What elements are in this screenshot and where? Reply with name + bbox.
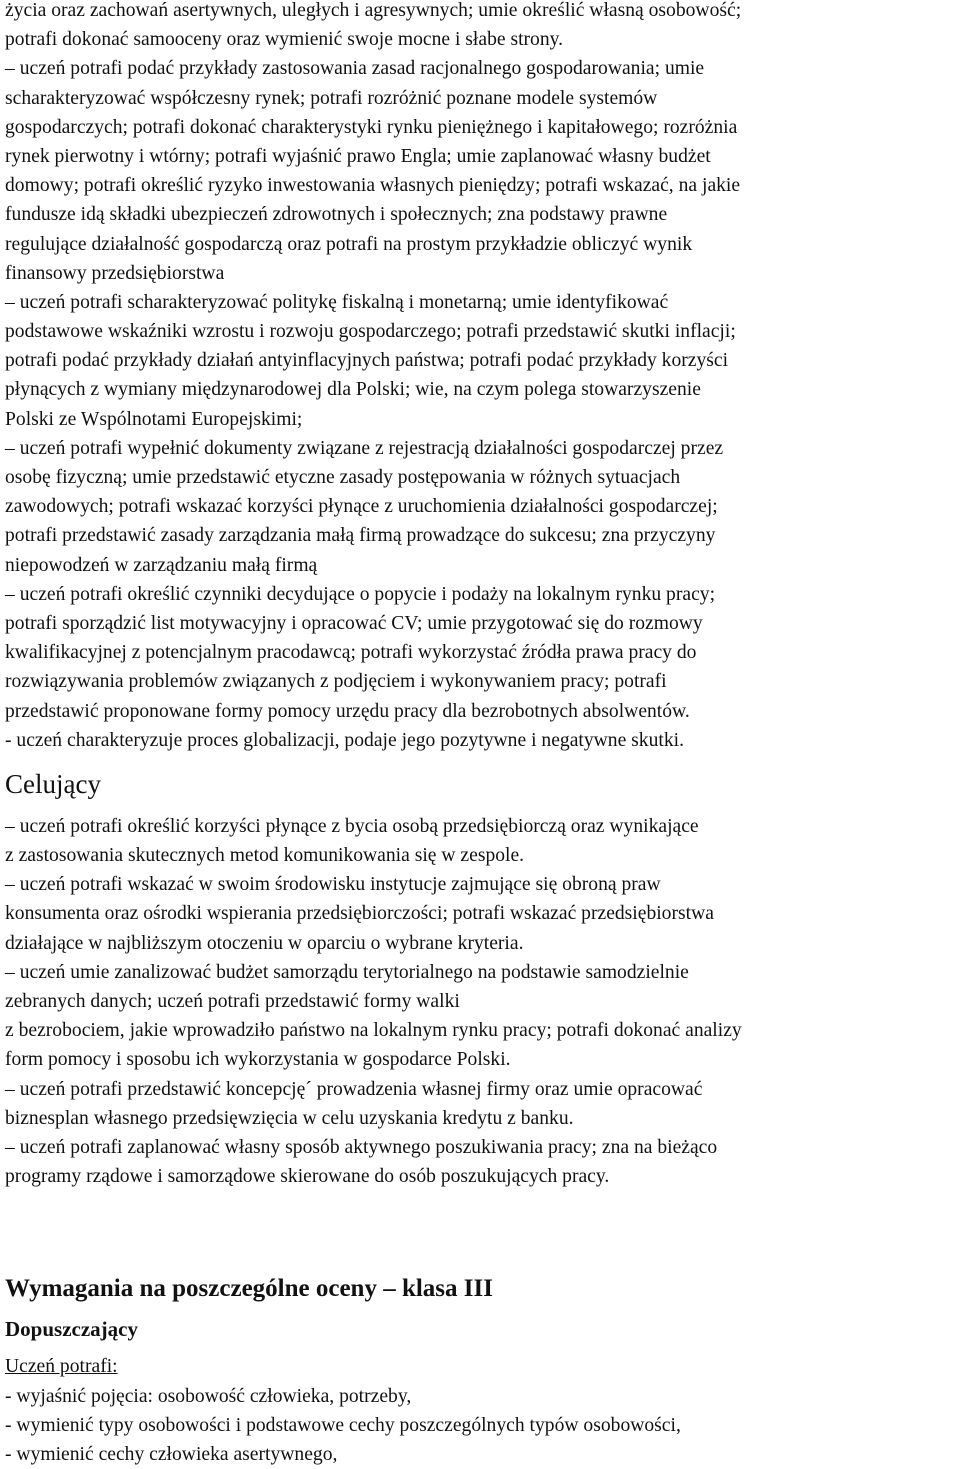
text-line: podstawowe wskaźniki wzrostu i rozwoju gospodarczego; potrafi przedstawić skutki inflacji;	[5, 317, 960, 346]
text-line: - wymienić typy osobowości i podstawowe cechy poszczególnych typów osobowości,	[5, 1411, 960, 1440]
text-line: rozwiązywania problemów związanych z podjęciem i wykonywaniem pracy; potrafi	[5, 667, 960, 696]
text-line: gospodarczych; potrafi dokonać charakterystyki rynku pieniężnego i kapitałowego; rozróżnia	[5, 113, 960, 142]
text-line: - wyjaśnić pojęcia: osobowość człowieka, potrzeby,	[5, 1382, 960, 1411]
text-line: potrafi sporządzić list motywacyjny i opracować CV; umie przygotować się do rozmowy	[5, 609, 960, 638]
upper-section	[5, 0, 960, 755]
text-line: życia oraz zachowań asertywnych, uległych i agresywnych; umie określić własną osobowość;	[5, 0, 960, 25]
text-line: Polski ze Wspólnotami Europejskimi;	[5, 405, 960, 434]
text-line: – uczeń potrafi określić czynniki decydujące o popycie i podaży na lokalnym rynku pracy;	[5, 580, 960, 609]
text-line: zebranych danych; uczeń potrafi przedstawić formy walki	[5, 987, 960, 1016]
uczen-label: Uczeń potrafi:	[5, 1352, 960, 1381]
text-line: - uczeń charakteryzuje proces globalizacji, podaje jego pozytywne i negatywne skutki.	[5, 726, 960, 755]
text-line: – uczeń potrafi scharakteryzować politykę fiskalną i monetarną; umie identyfikować	[5, 288, 960, 317]
text-line: – uczeń umie zanalizować budżet samorządu terytorialnego na podstawie samodzielnie	[5, 958, 960, 987]
text-line: biznesplan własnego przedsięwzięcia w celu uzyskania kredytu z banku.	[5, 1104, 960, 1133]
text-line: płynących z wymiany międzynarodowej dla Polski; wie, na czym polega stowarzyszenie	[5, 375, 960, 404]
text-line: niepowodzeń w zarządzaniu małą firmą	[5, 551, 960, 580]
text-line: programy rządowe i samorządowe skierowane do osób poszukujących pracy.	[5, 1162, 960, 1191]
text-line: form pomocy i sposobu ich wykorzystania w gospodarce Polski.	[5, 1045, 960, 1074]
text-line: scharakteryzować współczesny rynek; potrafi rozróżnić poznane modele systemów	[5, 84, 960, 113]
celujacy-section	[5, 812, 960, 1191]
text-line: osobę fizyczną; umie przedstawić etyczne zasady postępowania w różnych sytuacjach	[5, 463, 960, 492]
text-line: – uczeń potrafi wypełnić dokumenty związane z rejestracją działalności gospodarczej przez	[5, 434, 960, 463]
text-line: potrafi podać przykłady działań antyinflacyjnych państwa; potrafi podać przykłady korzyści	[5, 346, 960, 375]
text-line: potrafi przedstawić zasady zarządzania małą firmą prowadzące do sukcesu; zna przyczyny	[5, 521, 960, 550]
text-line: potrafi dokonać samooceny oraz wymienić swoje mocne i słabe strony.	[5, 25, 960, 54]
text-line: regulujące działalność gospodarczą oraz potrafi na prostym przykładzie obliczyć wynik	[5, 230, 960, 259]
text-line: finansowy przedsiębiorstwa	[5, 259, 960, 288]
heading-klasa-iii: Wymagania na poszczególne oceny – klasa III	[5, 1269, 960, 1309]
text-line: zawodowych; potrafi wskazać korzyści płynące z uruchomienia działalności gospodarczej;	[5, 492, 960, 521]
text-line: konsumenta oraz ośrodki wspierania przedsiębiorczości; potrafi wskazać przedsiębiorstwa	[5, 899, 960, 928]
text-line: – uczeń potrafi określić korzyści płynące z bycia osobą przedsiębiorczą oraz wynikające	[5, 812, 960, 841]
text-line: – uczeń potrafi podać przykłady zastosowania zasad racjonalnego gospodarowania; umie	[5, 54, 960, 83]
heading-dopuszczajacy: Dopuszczający	[5, 1312, 960, 1346]
text-line: fundusze idą składki ubezpieczeń zdrowotnych i społecznych; zna podstawy prawne	[5, 200, 960, 229]
text-line: domowy; potrafi określić ryzyko inwestowania własnych pieniędzy; potrafi wskazać, na jakie	[5, 171, 960, 200]
text-line: działające w najbliższym otoczeniu w oparciu o wybrane kryteria.	[5, 929, 960, 958]
text-line: – uczeń potrafi zaplanować własny sposób aktywnego poszukiwania pracy; zna na bieżąco	[5, 1133, 960, 1162]
text-line: – uczeń potrafi przedstawić koncepcję´ prowadzenia własnej firmy oraz umie opracować	[5, 1075, 960, 1104]
text-line: rynek pierwotny i wtórny; potrafi wyjaśnić prawo Engla; umie zaplanować własny budżet	[5, 142, 960, 171]
text-line: - wymienić cechy człowieka asertywnego,	[5, 1440, 960, 1469]
text-line: kwalifikacyjnej z potencjalnym pracodawcą; potrafi wykorzystać źródła prawa pracy do	[5, 638, 960, 667]
text-line: z bezrobociem, jakie wprowadziło państwo na lokalnym rynku pracy; potrafi dokonać analizy	[5, 1016, 960, 1045]
text-line: z zastosowania skutecznych metod komunikowania się w zespole.	[5, 841, 960, 870]
heading-celujacy: Celujący	[5, 764, 960, 804]
requirements-list	[5, 1382, 960, 1469]
text-line: – uczeń potrafi wskazać w swoim środowisku instytucje zajmujące się obroną praw	[5, 870, 960, 899]
text-line: przedstawić proponowane formy pomocy urzędu pracy dla bezrobotnych absolwentów.	[5, 697, 960, 726]
